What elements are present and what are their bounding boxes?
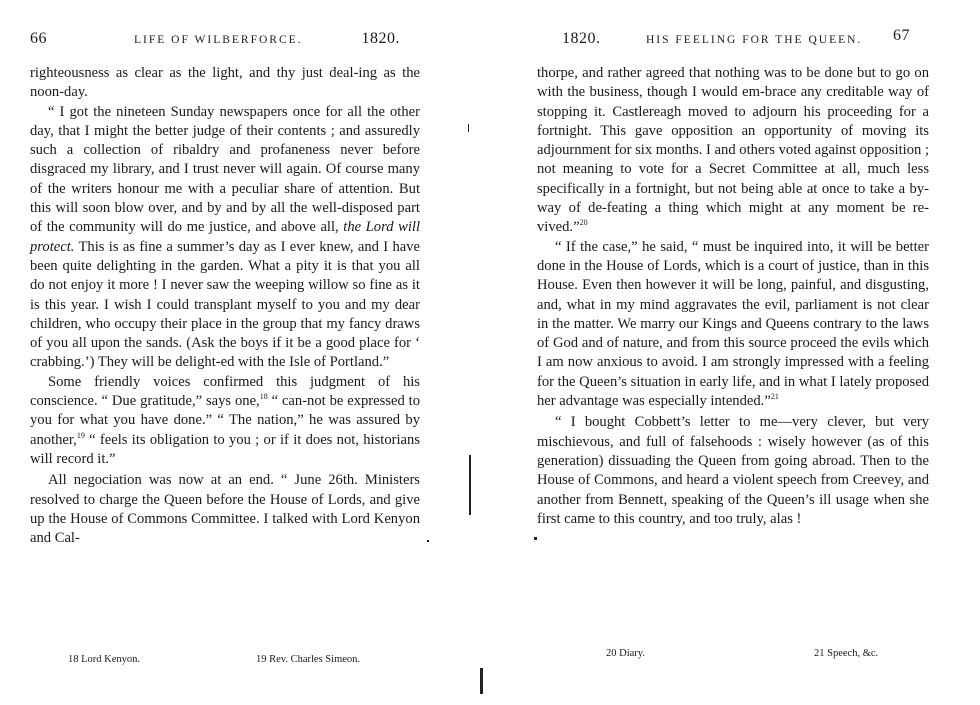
running-head: HIS FEELING FOR THE QUEEN. bbox=[646, 34, 863, 46]
text-run: “ If the case,” he said, “ must be inquired into, it will be better done in the House of Lords, which is a court of justice, than in this House. Even then however it will be long, painful, and disgusting, and, what in my mind aggravates the evil, parliament is not clear in the matter. We marry our Kings and Queens contrary to the laws of God and of nature, and from this source proceed the evils which I am now anxious to avoid. I am strongly impressed with a feeling for the Queen’s situation in early life, and in what I lately proposed her advantage was especially intended.” bbox=[537, 238, 929, 410]
body-text bbox=[537, 64, 929, 529]
right-page bbox=[520, 0, 980, 705]
paragraph: All negociation was now at an end. “ June 26th. Ministers resolved to charge the Queen before the House of Lords, and give up the House of Commons Committee. I talked with Lord Kenyon and Cal- bbox=[30, 472, 420, 547]
text-run: This is as fine a summer’s day as I ever knew, and I have been quite delighting in the garden. What a pity it is that you all do not enjoy it more ! I never saw the weeping willow so fine as it is this year. I wish I could transplant myself to you and my dear children, who occupy their place in the group that my fancy draws of you all upon the sands. (Ask the boys if it be a good place for ‘ crabbing.’) They will be delight-ed with the Isle of Portland.” bbox=[30, 238, 420, 371]
note-reference: 21 bbox=[770, 392, 779, 402]
running-head: LIFE OF WILBERFORCE. bbox=[134, 34, 303, 46]
paragraph: “ I bought Cobbett’s letter to me—very clever, but very mischievous, and full of falsehoods : wisely however (as of this generation) dissuading the Queen from going abroad. Then to the House of Commons, and heard a violent speech from Creevey, and another from Bennett, speaking of the Queen’s ill usage when she first came to this country, and too truly, alas ! bbox=[537, 414, 929, 527]
gutter-mark bbox=[469, 455, 471, 515]
footnote: 20 Diary. bbox=[606, 648, 645, 659]
paragraph bbox=[30, 103, 420, 373]
gutter-mark bbox=[427, 540, 429, 542]
page-number: 66 bbox=[30, 30, 47, 47]
text-run: Some friendly voices confirmed this judgment of his conscience. “ Due gratitude,” says one, bbox=[30, 373, 420, 410]
footnote: 18 Lord Kenyon. bbox=[68, 654, 141, 665]
page-header bbox=[30, 30, 430, 52]
footnote: 21 Speech, &c. bbox=[814, 648, 879, 659]
page-header bbox=[550, 27, 950, 52]
note-reference: 19 bbox=[76, 430, 85, 440]
paragraph bbox=[537, 64, 929, 238]
paragraph bbox=[537, 238, 929, 412]
text-run: “ I got the nineteen Sunday newspapers once for all the other day, that I might the better judge of their contents ; and assuredly such a collection of ribaldry and profaneness never before disgraced my library, and I trust never will again. Of course many of the writers honour me with a peculiar share of attention. But this will soon blow over, and by and by all the well-disposed part of the community will do me justice, and above all, bbox=[30, 103, 420, 236]
left-page bbox=[0, 0, 460, 705]
page-number: 67 bbox=[893, 27, 910, 44]
text-run: “ can-not be expressed to you for what you have done.” “ The nation,” he was assured by another, bbox=[30, 393, 421, 448]
text-run: thorpe, and rather agreed that nothing was to be done but to go on with the business, though I would em-brace any creditable way of stopping it. Castlereagh moved to adjourn his proceeding for a fortnight. This gave opposition an opportunity of moving its adjournment for six months. I and others voted against opposition ; not meaning to vote for a Secret Committee at all, much less specifically in a fortnight, but not being able at once to take a by-way of de-feating a thing which might at any moment be re-vived.” bbox=[537, 65, 929, 236]
header-year: 1820. bbox=[562, 30, 601, 47]
body-text bbox=[30, 64, 420, 548]
italic-phrase: the Lord will protect. bbox=[30, 219, 420, 255]
header-year: 1820. bbox=[361, 30, 400, 47]
footnote: 19 Rev. Charles Simeon. bbox=[256, 654, 361, 665]
paragraph bbox=[30, 373, 420, 469]
note-reference: 20 bbox=[579, 218, 588, 228]
text-run: “ feels its obligation to you ; or if it does not, historians will record it.” bbox=[30, 431, 420, 467]
paragraph: righteousness as clear as the light, and thy just deal-ing as the noon-day. bbox=[30, 65, 420, 101]
gutter-mark bbox=[468, 124, 469, 132]
note-reference: 18 bbox=[259, 392, 268, 402]
gutter-mark bbox=[480, 668, 483, 694]
